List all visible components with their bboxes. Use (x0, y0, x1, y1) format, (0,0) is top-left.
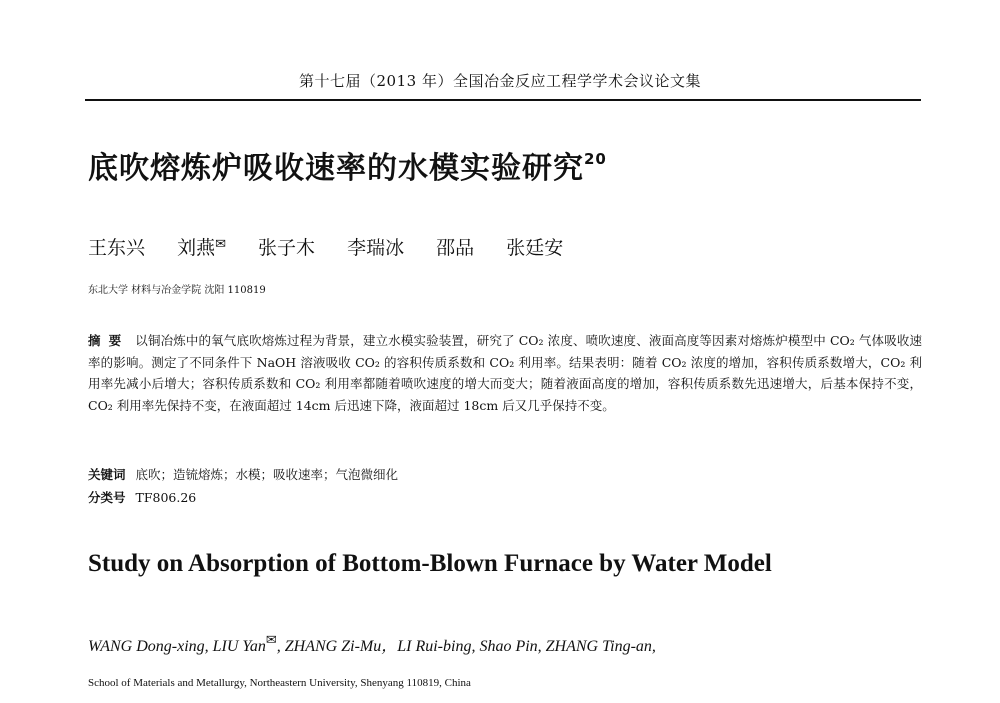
author-name: 王东兴 (88, 237, 146, 259)
paper-title-english: Study on Absorption of Bottom-Blown Furnace by Water Model (88, 550, 772, 577)
affiliation-chinese: 东北大学 材料与冶金学院 沈阳 110819 (88, 285, 266, 296)
author (436, 237, 474, 259)
author-list-chinese (88, 233, 589, 260)
abstract-chinese (88, 330, 922, 416)
author (258, 237, 315, 259)
author-name: 张子木 (258, 237, 316, 259)
affiliation-english: School of Materials and Metallurgy, Northeastern University, Shenyang 110819, China (88, 677, 471, 689)
author (506, 237, 563, 259)
author-name: 张廷安 (506, 237, 564, 259)
envelope-icon: ✉ (215, 237, 226, 252)
title-footnote-mark: 20 (584, 150, 607, 168)
abstract-text: 以铜冶炼中的氧气底吹熔炼过程为背景，建立水模实验装置，研究了 CO₂ 浓度、喷吹速度、液面高度等因素对熔炼炉模型中 CO₂ 气体吸收速率的影响。测定了不同条件下 NaOH 溶液吸收 CO₂ 的容积传质系数和 CO₂ 利用率。结果表明：随着 CO₂ 浓度的增加，容积传质系数增大，CO₂ 利用率先减小后增大；容积传质系数和 CO₂ 利用率都随着喷吹速度的增大而变大；随着液面高度的增加，容积传质系数先迅速增大，后基本保持不变，CO₂ 利用率先保持不变，在液面超过 14cm 后迅速下降，液面超过 18cm 后又几乎保持不变。 (88, 333, 922, 413)
header-rule (85, 99, 921, 101)
classification-label: 分类号 (88, 490, 126, 505)
keywords-label: 关键词 (88, 467, 126, 482)
author-name: 李瑞冰 (347, 237, 405, 259)
abstract-label: 摘要 (88, 333, 130, 348)
author (347, 237, 404, 259)
envelope-icon: ✉ (265, 632, 277, 647)
running-header: 第十七届（2013 年）全国冶金反应工程学学术会议论文集 (299, 72, 701, 90)
keywords-text: 底吹；造锍熔炼；水模；吸收速率；气泡微细化 (135, 467, 399, 482)
keywords (88, 465, 398, 483)
author (88, 237, 145, 259)
author-name: 刘燕 (177, 237, 216, 259)
title-cn-text: 底吹熔炼炉吸收速率的水模实验研究 (88, 151, 584, 186)
paper-title-chinese (88, 143, 607, 187)
authors-en-part2: , ZHANG Zi-Mu，LI Rui-bing, Shao Pin, ZHANG Ting-an, (276, 638, 656, 655)
author-corresponding (177, 237, 226, 259)
author-name: 邵品 (436, 237, 475, 259)
classification (88, 488, 196, 506)
authors-en-part1: WANG Dong-xing, LIU Yan (88, 638, 266, 655)
author-list-english (88, 632, 656, 656)
classification-code: TF806.26 (135, 490, 197, 505)
